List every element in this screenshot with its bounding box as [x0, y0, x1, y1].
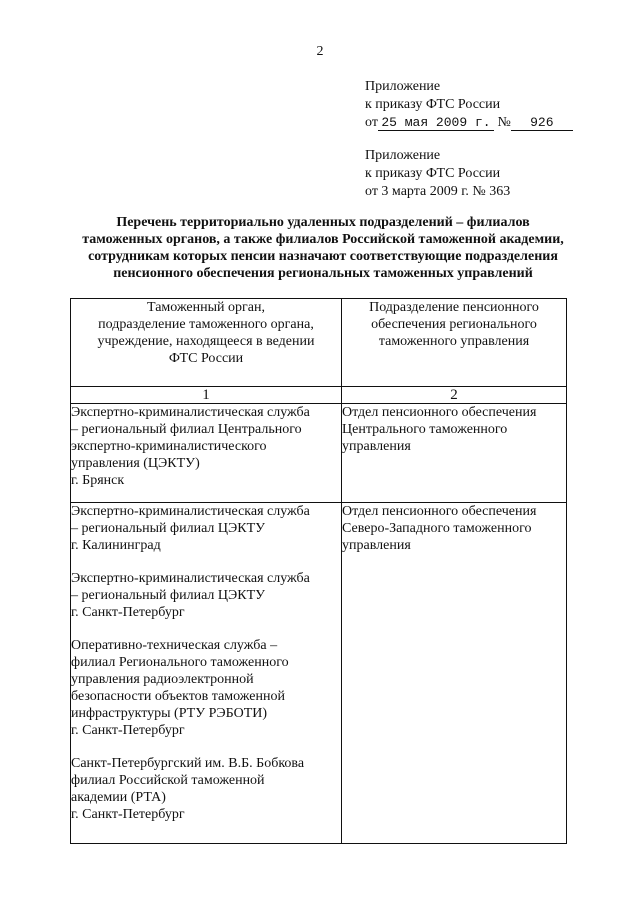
entry-line: экспертно-криминалистического	[71, 439, 267, 454]
header-pension-division	[342, 299, 567, 387]
entry-line: г. Брянск	[71, 473, 125, 488]
subdivision-entry	[71, 404, 341, 489]
header-line: обеспечения регионального	[371, 317, 537, 332]
order-number: 926	[511, 115, 573, 131]
table-row	[71, 503, 567, 844]
entry-line: г. Санкт-Петербург	[71, 723, 185, 738]
entry-line: Отдел пенсионного обеспечения	[342, 504, 537, 519]
appendix-order-ref: к приказу ФТС России	[365, 97, 501, 112]
appendix-previous-order	[365, 147, 510, 201]
customs-body-cell	[71, 404, 342, 503]
customs-body-cell	[71, 503, 342, 844]
appendix-order-date: от 3 марта 2009 г. № 363	[365, 184, 511, 199]
subdivision-entry	[71, 637, 341, 739]
entry-line: филиал Российской таможенной	[71, 773, 265, 788]
title-line: Перечень территориально удаленных подразделений – филиалов	[116, 215, 530, 230]
order-date: 25 мая 2009 г.	[378, 115, 494, 131]
entry-line: Оперативно-техническая служба –	[71, 638, 278, 653]
pension-division-cell	[342, 503, 567, 844]
entry-line: Центрального таможенного	[342, 422, 508, 437]
appendix-current-order	[365, 78, 573, 132]
entry-line: академии (РТА)	[71, 790, 166, 805]
title-line: пенсионного обеспечения региональных таможенных управлений	[113, 266, 533, 281]
document-title	[78, 214, 568, 282]
entry-line: – региональный филиал Центрального	[71, 422, 302, 437]
entry-line: Отдел пенсионного обеспечения	[342, 405, 537, 420]
entry-line: Экспертно-криминалистическая служба	[71, 504, 310, 519]
entry-line: управления радиоэлектронной	[71, 672, 254, 687]
date-prefix: от	[365, 115, 378, 130]
header-line: Подразделение пенсионного	[369, 300, 539, 315]
entry-line: Северо-Западного таможенного	[342, 521, 532, 536]
header-line: Таможенный орган,	[147, 300, 265, 315]
appendix-label: Приложение	[365, 148, 441, 163]
entry-line: управления	[342, 538, 411, 553]
column-number: 2	[342, 387, 567, 404]
header-line: таможенного управления	[378, 334, 530, 349]
appendix-label: Приложение	[365, 79, 441, 94]
header-line: учреждение, находящееся в ведении	[97, 334, 315, 349]
entry-line: Экспертно-криминалистическая служба	[71, 405, 310, 420]
pension-division-cell	[342, 404, 567, 503]
entry-line: Экспертно-криминалистическая служба	[71, 571, 310, 586]
column-number-row	[71, 387, 567, 404]
entry-line: филиал Регионального таможенного	[71, 655, 289, 670]
header-line: ФТС России	[168, 351, 244, 366]
title-line: таможенных органов, а также филиалов Российской таможенной академии,	[82, 232, 564, 247]
appendix-date-line	[365, 114, 573, 132]
entry-line: инфраструктуры (РТУ РЭБОТИ)	[71, 706, 268, 721]
entry-line: г. Калининград	[71, 538, 161, 553]
table-row	[71, 404, 567, 503]
title-line: сотрудникам которых пенсии назначают соответствующие подразделения	[88, 249, 558, 264]
entry-line: – региональный филиал ЦЭКТУ	[71, 521, 266, 536]
entry-line: г. Санкт-Петербург	[71, 807, 185, 822]
subdivision-entry	[71, 755, 341, 823]
subdivisions-table	[70, 298, 567, 844]
table-header-row	[71, 299, 567, 387]
column-number: 1	[71, 387, 342, 404]
entry-line: – региональный филиал ЦЭКТУ	[71, 588, 266, 603]
subdivision-entry	[71, 503, 341, 554]
entry-line: Санкт-Петербургский им. В.Б. Бобкова	[71, 756, 305, 771]
header-line: подразделение таможенного органа,	[98, 317, 314, 332]
entry-line: управления	[342, 439, 411, 454]
header-customs-body	[71, 299, 342, 387]
page-number: 2	[316, 44, 324, 59]
number-prefix: №	[497, 115, 511, 130]
entry-line: г. Санкт-Петербург	[71, 605, 185, 620]
subdivision-entry	[71, 570, 341, 621]
entry-line: безопасности объектов таможенной	[71, 689, 285, 704]
appendix-order-ref: к приказу ФТС России	[365, 166, 501, 181]
entry-line: управления (ЦЭКТУ)	[71, 456, 200, 471]
